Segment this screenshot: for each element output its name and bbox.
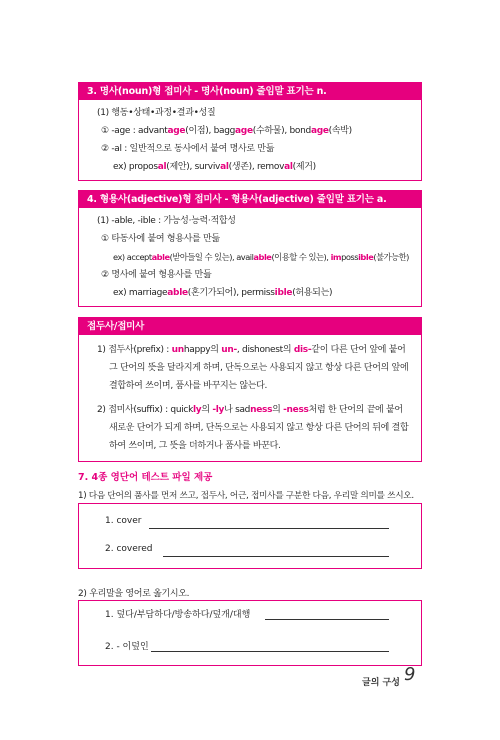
noun-suffix-title: 3. 명사(noun)형 접미사 - 명사(noun) 줄임말 표기는 n. [79,83,421,100]
footer-label: 글의 구성 [362,678,400,688]
question-2: 2) 우리말을 영어로 옮기시오. [78,589,190,599]
answer-item: 2. covered [105,544,153,554]
adjective-suffix-box [78,190,422,307]
noun-suffix-box [78,82,422,181]
page-number: 9 [404,664,416,685]
noun-suffix-example-al: ex) proposal(제안), survival(생존), removal(제거) [113,162,316,172]
adjective-suffix-line: ② 명사에 붙여 형용사를 만듦 [101,270,212,280]
suffix-paragraph: 2) 접미사(suffix) : quickly의 -ly나 sadness의 -ness처럼 한 단어의 끝에 붙어 새로운 단어가 되게 하며, 단독으로는 사용되지 않고 항상 다른 단어의 뒤에 결합하여 쓰이며, 그 뜻을 더하거나 품사를 바꾼다. [97,405,409,451]
prefix-suffix-body [79,335,421,461]
adjective-suffix-title: 4. 형용사(adjective)형 접미사 - 형용사(adjective) 줄임말 표기는 a. [79,191,421,208]
noun-suffix-body [79,100,421,180]
adjective-suffix-example-ible: ex) marriageable(혼기가되어), permissible(허용되는) [113,288,333,298]
noun-suffix-line: ② -al : 일반적으로 동사에서 붙여 명사로 만듦 [101,144,275,154]
answer-blank[interactable] [149,528,389,529]
adjective-suffix-example-able: ex) acceptable(받아들일 수 있는), available(이용할 수 있는), impossible(불가능한) [113,252,409,262]
answer-box-2 [78,600,422,666]
answer-item: 2. - 이덮인 [105,642,149,652]
adjective-suffix-body [79,208,421,306]
answer-box-1 [78,503,422,569]
noun-suffix-line: (1) 행동•상태•과정•결과•성질 [97,108,216,118]
noun-suffix-example-age: ① -age : advantage(이점), baggage(수하물), bondage(속박) [101,126,352,136]
answer-item: 1. cover [105,516,142,526]
answer-item: 1. 덮다/부담하다/방송하다/덮개/대행 [105,610,251,620]
prefix-suffix-box [78,317,422,462]
adjective-suffix-line: ① 타동사에 붙여 형용사를 만듦 [101,234,220,244]
prefix-paragraph: 1) 접두사(prefix) : unhappy의 un-, dishonest의 dis-같이 다른 단어 앞에 붙어 그 단어의 뜻을 달라지게 하며, 단독으로는 사용되지 않고 항상 다른 단어의 앞에 결합하여 쓰이며, 품사를 바꾸지는 않는다. [97,345,409,391]
adjective-suffix-line: (1) -able, -ible : 가능성·능력·적합성 [97,216,236,226]
answer-blank[interactable] [151,651,389,652]
section-title: 7. 4종 영단어 테스트 파일 제공 [78,472,213,483]
answer-blank[interactable] [163,556,389,557]
answer-blank[interactable] [265,619,389,620]
question-1: 1) 다음 단어의 품사를 먼저 쓰고, 접두사, 어근, 접미사를 구분한 다음, 우리말 의미를 쓰시오. [78,491,414,501]
prefix-suffix-title: 접두사/접미사 [79,318,421,335]
